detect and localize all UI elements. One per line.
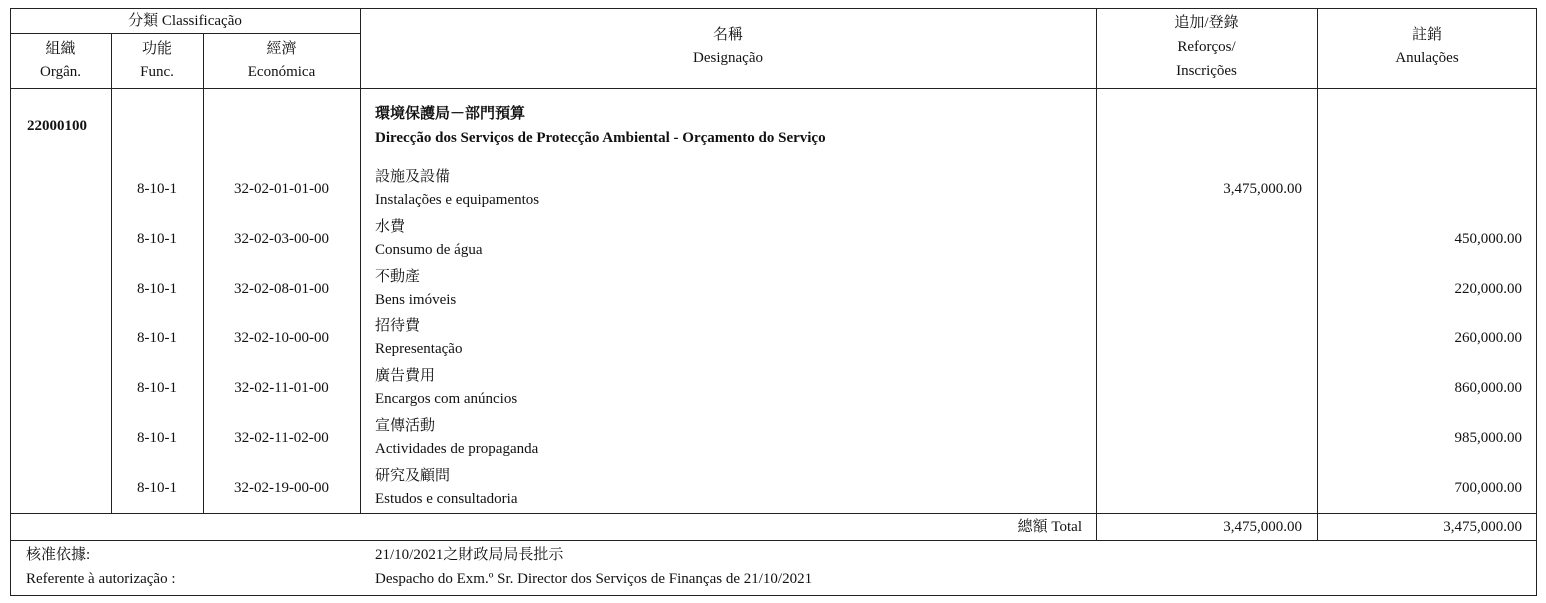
row-econ: 32-02-08-01-00 (234, 281, 329, 297)
row-name-pt: Bens imóveis (375, 292, 457, 308)
row-anulacao: 450,000.00 (1454, 231, 1522, 247)
row-anulacao: 220,000.00 (1454, 281, 1522, 297)
header-organ-zh: 組織 (45, 41, 76, 57)
row-func: 8-10-1 (137, 430, 177, 446)
row-econ: 32-02-11-01-00 (234, 380, 329, 396)
header-reforcos-zh: 追加/登錄 (1174, 15, 1239, 31)
row-name-zh: 研究及顧問 (375, 468, 451, 484)
row-func: 8-10-1 (137, 380, 177, 396)
total-anulacoes: 3,475,000.00 (1443, 519, 1522, 535)
dept-name-zh: 環境保護局－部門預算 (375, 106, 526, 122)
row-func: 8-10-1 (137, 281, 177, 297)
row-econ: 32-02-19-00-00 (234, 480, 329, 496)
header-func-pt: Func. (140, 64, 174, 80)
header-reforcos-pt2: Inscrições (1176, 63, 1237, 79)
row-name-pt: Representação (375, 341, 463, 357)
row-name-zh: 招待費 (375, 318, 421, 334)
divider-total-top (10, 513, 1537, 514)
row-name-zh: 不動產 (375, 269, 421, 285)
budget-table-frame (10, 8, 1537, 596)
row-name-zh: 水費 (375, 219, 406, 235)
divider-col-desig (1096, 8, 1097, 540)
row-name-pt: Instalações e equipamentos (375, 192, 540, 208)
header-econ-pt: Económica (247, 64, 316, 80)
divider-col-reforcos (1317, 8, 1318, 540)
row-name-pt: Actividades de propaganda (375, 441, 539, 457)
header-reforcos-pt1: Reforços/ (1177, 39, 1236, 55)
row-func: 8-10-1 (137, 480, 177, 496)
total-label: 總額 Total (1017, 519, 1082, 535)
row-anulacao: 985,000.00 (1454, 430, 1522, 446)
row-name-pt: Estudos e consultadoria (375, 491, 518, 507)
divider-total-bottom (10, 540, 1537, 541)
header-anulacoes-pt: Anulações (1395, 50, 1459, 66)
row-anulacao: 700,000.00 (1454, 480, 1522, 496)
header-anulacoes-zh: 註銷 (1411, 27, 1442, 43)
row-econ: 32-02-03-00-00 (234, 231, 329, 247)
total-reforcos: 3,475,000.00 (1223, 519, 1302, 535)
row-name-zh: 宣傳活動 (375, 418, 436, 434)
row-anulacao: 860,000.00 (1454, 380, 1522, 396)
header-desig-zh: 名稱 (712, 27, 743, 43)
header-organ-pt: Orgân. (40, 64, 81, 80)
row-func: 8-10-1 (137, 330, 177, 346)
row-econ: 32-02-10-00-00 (234, 330, 329, 346)
header-econ-zh: 經濟 (266, 41, 297, 57)
header-classification: 分類 Classificação (128, 13, 242, 29)
row-func: 8-10-1 (137, 181, 177, 197)
row-name-pt: Encargos com anúncios (375, 391, 518, 407)
divider-header-bottom (10, 88, 1537, 89)
dept-name-pt: Direcção dos Serviços de Protecção Ambiental - Orçamento do Serviço (375, 130, 826, 146)
row-reforco: 3,475,000.00 (1223, 181, 1302, 197)
divider-col-econ (360, 8, 361, 513)
row-name-pt: Consumo de água (375, 242, 483, 258)
dept-code: 22000100 (27, 118, 87, 134)
header-func-zh: 功能 (141, 41, 172, 57)
footer-despacho-pt: Despacho do Exm.º Sr. Director dos Serviços de Finanças de 21/10/2021 (375, 571, 813, 587)
row-name-zh: 廣告費用 (375, 368, 436, 384)
divider-header-classification (10, 33, 360, 34)
footer-despacho-zh: 21/10/2021之財政局局長批示 (375, 547, 564, 563)
row-name-zh: 設施及設備 (375, 169, 451, 185)
row-econ: 32-02-11-02-00 (234, 430, 329, 446)
footer-basis-zh: 核准依據: (26, 547, 91, 563)
row-anulacao: 260,000.00 (1454, 330, 1522, 346)
row-func: 8-10-1 (137, 231, 177, 247)
footer-basis-pt: Referente à autorização : (26, 571, 176, 587)
row-econ: 32-02-01-01-00 (234, 181, 329, 197)
header-desig-pt: Designação (693, 50, 763, 66)
